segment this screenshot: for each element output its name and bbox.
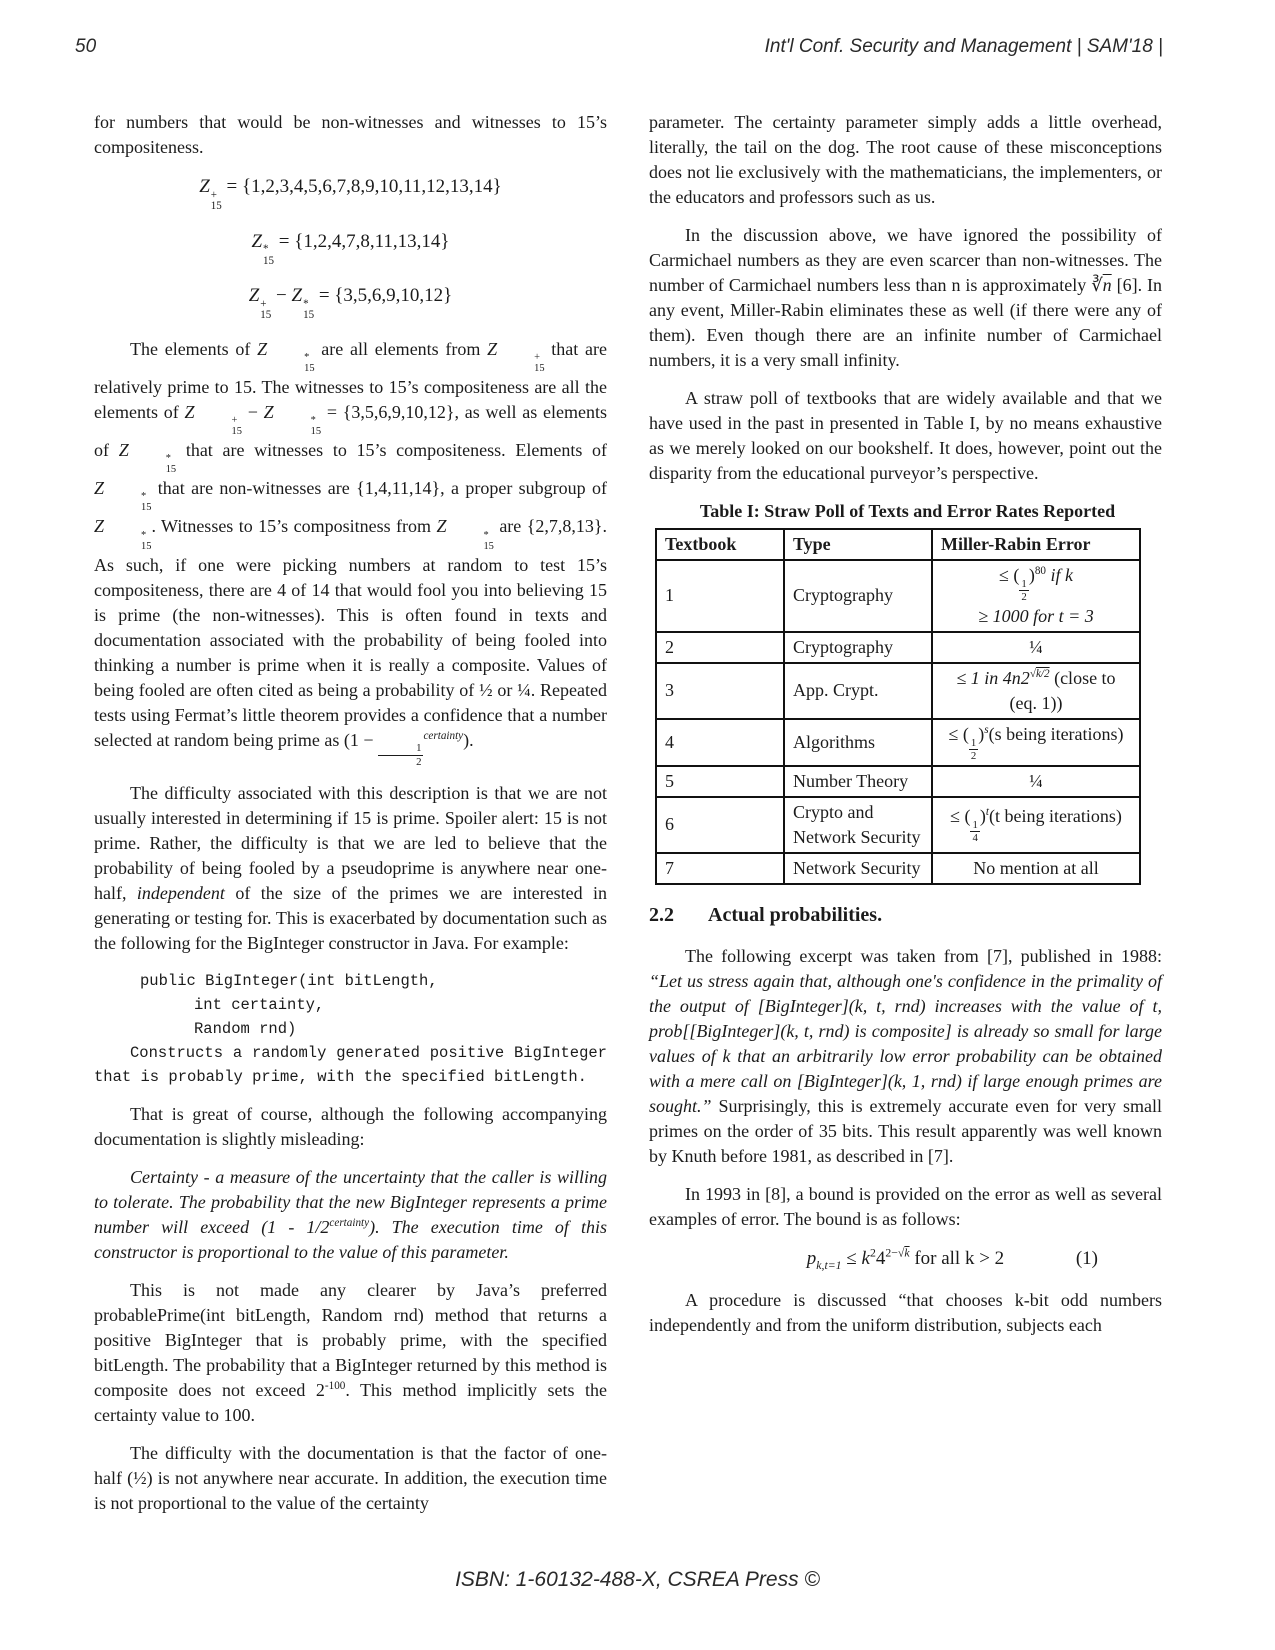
equation-1-body: $p_{k,t=1} \le k^24^{2-√k}$ for all k > 2 xyxy=(806,1246,1005,1272)
paragraph-excerpt: The following excerpt was taken from [7], published in 1988: “Let us stress again that, although one's confidence in the primality of the output of [BigInteger](k, t, rnd) increases with the value of t, prob[[BigInteger](k, t, rnd) is composite] is already so small for large values of k that an arbitrarily low error probability can be obtained with a mere call on [BigInteger](k, 1, rnd) if large enough primes are sought.” Surprisingly, this is extremely accurate even for very small primes on the order of 35 bits. This result apparently was well known by Knuth before 1981, as described in [7]. xyxy=(649,945,1162,1166)
column-header-type: Type xyxy=(784,529,932,560)
cell-textbook: 4 xyxy=(656,719,784,766)
column-header-error: Miller-Rabin Error xyxy=(932,529,1140,560)
code-description: Constructs a randomly generated positive BigInteger that is probably prime, with the specified bitLength. xyxy=(94,1044,607,1087)
section-heading xyxy=(649,903,1162,928)
paragraph-carmichael: In the discussion above, we have ignored the possibility of Carmichael numbers as they are even scarcer than non-witnesses. The number of Carmichael numbers less than n is approximately $∛\overline{n}$ [6]. In any event, Miller-Rabin eliminates these as well (if there were any of them). Even though there are an infinite number of Carmichael numbers, it is a very small infinity. xyxy=(649,225,1162,370)
section-title: Actual probabilities. xyxy=(708,903,883,926)
paragraph-probableprime: This is not made any clearer by Java’s preferred probablePrime(int bitLength, Random rnd) method that returns a positive BigInteger that is probably prime, with the specified bitLength. The probability that a BigInteger returned by this method is composite does not exceed $2^{-100}$. This method implicitly sets the certainty value to 100. xyxy=(94,1280,607,1426)
code-block xyxy=(94,969,607,1041)
cell-error: ≤ ( $\frac{1}{2}$ )$^s$(s being iterations) xyxy=(932,719,1140,766)
section-number: 2.2 xyxy=(649,903,674,926)
table-row xyxy=(656,719,1140,766)
cell-type: Cryptography xyxy=(784,632,932,663)
cell-error: ≤ ( $\frac{1}{2}$ )$^{80}$ if k ≥ 1000 for t = 3 xyxy=(932,560,1140,632)
table-row xyxy=(656,560,1140,632)
page-number: 50 xyxy=(75,36,97,57)
table-row xyxy=(656,797,1140,853)
table-row xyxy=(656,853,1140,884)
paragraph-difficulty: The difficulty associated with this description is that we are not usually interested in determining if 15 is prime. Spoiler alert: 15 is not prime. Rather, the difficulty is that we are led to believe that the probability of being fooled by a pseudoprime is anywhere near one-half, independent of the size of the primes we are interested in generating or testing for. This is exacerbated by documentation such as the following for the BigInteger constructor in Java. For example: xyxy=(94,783,608,954)
cell-type: Crypto and Network Security xyxy=(784,797,932,853)
two-column-body xyxy=(94,110,1162,1529)
paragraph-procedure: A procedure is discussed “that chooses k-bit odd numbers independently and from the uniform distribution, subjects each xyxy=(649,1289,1162,1335)
paragraph-elements: The elements of Z * 15 are all elements from Z + 15 that are relatively prime to 15. The witnesses to 15’s compositeness are all the elements of Z + 15 − Z * 15 = {3,5,6,9,10,12}, as well as elements of Z * 15 that are witnesses to 15’s compositeness. Elements of Z * 15 that are non-witnesses are {1,4,11,14}, a proper subgroup of Z * 15 . Witnesses to 15’s compositness from Z * 15 are {2,7,8,13}. As such, if one were picking numbers at random to test 15’s compositeness, there are 4 of 14 that would fool you into believing 15 is prime (the non-witnesses). This is often found in texts and documentation associated with the probability of being fooled into thinking a number is prime when it is really a composite. Values of being fooled are often cited as being a probability of ½ or ¼. Repeated tests using Fermat’s little theorem provides a confidence that a number selected at random being prime as (1 − $\frac{1}{2}$ $^{certainty}$). xyxy=(94,338,607,768)
column-header-textbook: Textbook xyxy=(656,529,784,560)
paragraph-parameter: parameter. The certainty parameter simply adds a little overhead, literally, the tail on the dog. The root cause of these misconceptions does not lie exclusively with the mathematicians, the implementers, or the educators and professors such as us. xyxy=(649,112,1162,207)
table-i xyxy=(653,499,1162,885)
table-header-row xyxy=(656,529,1140,560)
equation-z-star-set: Z * 15 = {1,2,4,7,8,11,13,14} xyxy=(251,230,450,267)
table-title: Table I: Straw Poll of Texts and Error Rates Reported xyxy=(699,501,1116,521)
code-line: Random rnd) xyxy=(194,1020,297,1039)
table-row xyxy=(656,632,1140,663)
cell-error: No mention at all xyxy=(932,853,1140,884)
straw-poll-table-body xyxy=(656,560,1140,884)
isbn-line: ISBN: 1-60132-488-X, CSREA Press © xyxy=(455,1568,820,1591)
paragraph-difficulty-documentation: The difficulty with the documentation is that the factor of one-half (½) is not anywhere near accurate. In addition, the execution time is not proportional to the value of the certainty xyxy=(94,1443,607,1514)
table-header xyxy=(656,529,1140,560)
cell-type: Number Theory xyxy=(784,766,932,797)
page-footer xyxy=(0,1568,1275,1592)
cell-type: Network Security xyxy=(784,853,932,884)
equation-z-difference-set: Z + 15 − Z * 15 = {3,5,6,9,10,12} xyxy=(248,285,453,322)
equation-1 xyxy=(649,1245,1162,1273)
cell-textbook: 7 xyxy=(656,853,784,884)
cell-textbook: 5 xyxy=(656,766,784,797)
straw-poll-table xyxy=(655,528,1141,885)
equation-1-label: (1) xyxy=(1075,1247,1098,1269)
cell-type: Cryptography xyxy=(784,560,932,632)
equation-z-plus-set: Z + 15 = {1,2,3,4,5,6,7,8,9,10,11,12,13,14} xyxy=(199,176,502,213)
paragraph-continuation: for numbers that would be non-witnesses and witnesses to 15’s compositeness. xyxy=(94,112,607,157)
running-title: Int'l Conf. Security and Management | SAM'18 | xyxy=(764,36,1163,57)
left-column xyxy=(94,110,607,1529)
table-row xyxy=(656,663,1140,719)
page-header xyxy=(75,36,1163,58)
cell-textbook: 3 xyxy=(656,663,784,719)
cell-error: ¼ xyxy=(932,766,1140,797)
cell-textbook: 1 xyxy=(656,560,784,632)
paragraph-straw-poll: A straw poll of textbooks that are widely available and that we have used in the past in presented in Table I, by no means exhaustive as we merely looked on our bookshelf. It does, however, point out the disparity from the educational purveyor’s perspective. xyxy=(649,388,1162,483)
code-line: int certainty, xyxy=(194,996,325,1015)
right-column xyxy=(649,110,1162,1529)
paragraph-that-is-great: That is great of course, although the following accompanying documentation is slightly misleading: xyxy=(94,1104,607,1150)
cell-error: ¼ xyxy=(932,632,1140,663)
documentation-quote: Certainty - a measure of the uncertainty that the caller is willing to tolerate. The probability that the new BigInteger represents a prime number will exceed $(1 - 1/2^{certainty})$. The execution time of this constructor is proportional to the value of this parameter. xyxy=(94,1167,608,1263)
cell-textbook: 6 xyxy=(656,797,784,853)
table-row xyxy=(656,766,1140,797)
cell-error: ≤ ( $\frac{1}{4}$ )$^t$(t being iterations) xyxy=(932,797,1140,853)
cell-type: App. Crypt. xyxy=(784,663,932,719)
paragraph-1993-bound: In 1993 in [8], a bound is provided on the error as well as several examples of error. The bound is as follows: xyxy=(649,1183,1162,1229)
cell-type: Algorithms xyxy=(784,719,932,766)
code-line: public BigInteger(int bitLength, xyxy=(140,972,438,991)
cell-error: ≤ 1 in $4n2^{√k/2}$ (close to (eq. 1)) xyxy=(932,663,1140,719)
cell-textbook: 2 xyxy=(656,632,784,663)
